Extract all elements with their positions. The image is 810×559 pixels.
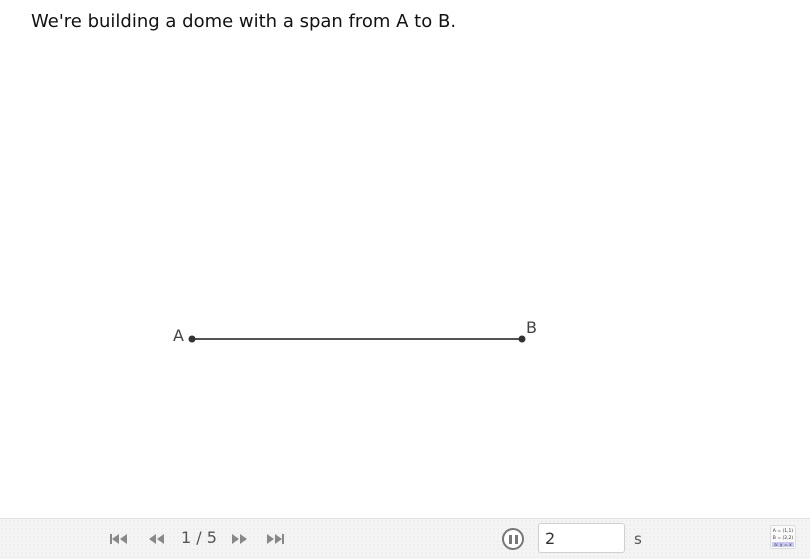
algebra-icon-line1: A = (1,1) [772, 529, 794, 534]
playback-toolbar [0, 518, 810, 559]
speed-input[interactable] [538, 523, 625, 553]
algebra-icon-line3: a: y = x [774, 543, 792, 548]
algebra-view-icon[interactable] [770, 525, 796, 549]
speed-unit: s [634, 530, 642, 548]
pause-button[interactable] [502, 528, 524, 550]
caption-text: We're building a dome with a span from A to B. [31, 11, 457, 32]
algebra-icon-line2: B = (2,2) [772, 536, 794, 541]
point-b-label: B [526, 318, 537, 337]
step-back-icon [148, 533, 165, 545]
skip-to-end-icon [266, 533, 284, 545]
pause-icon-bar [515, 535, 518, 544]
point-b[interactable] [519, 336, 526, 343]
point-a[interactable] [189, 336, 196, 343]
skip-to-start-icon [110, 533, 128, 545]
skip-to-start-button[interactable] [109, 529, 129, 549]
skip-to-end-button[interactable] [265, 529, 285, 549]
step-back-button[interactable] [146, 529, 166, 549]
pause-icon [509, 535, 512, 544]
point-a-label: A [173, 326, 184, 345]
step-forward-icon [231, 533, 248, 545]
step-forward-button[interactable] [229, 529, 249, 549]
slide-indicator: 1 / 5 [181, 528, 217, 547]
